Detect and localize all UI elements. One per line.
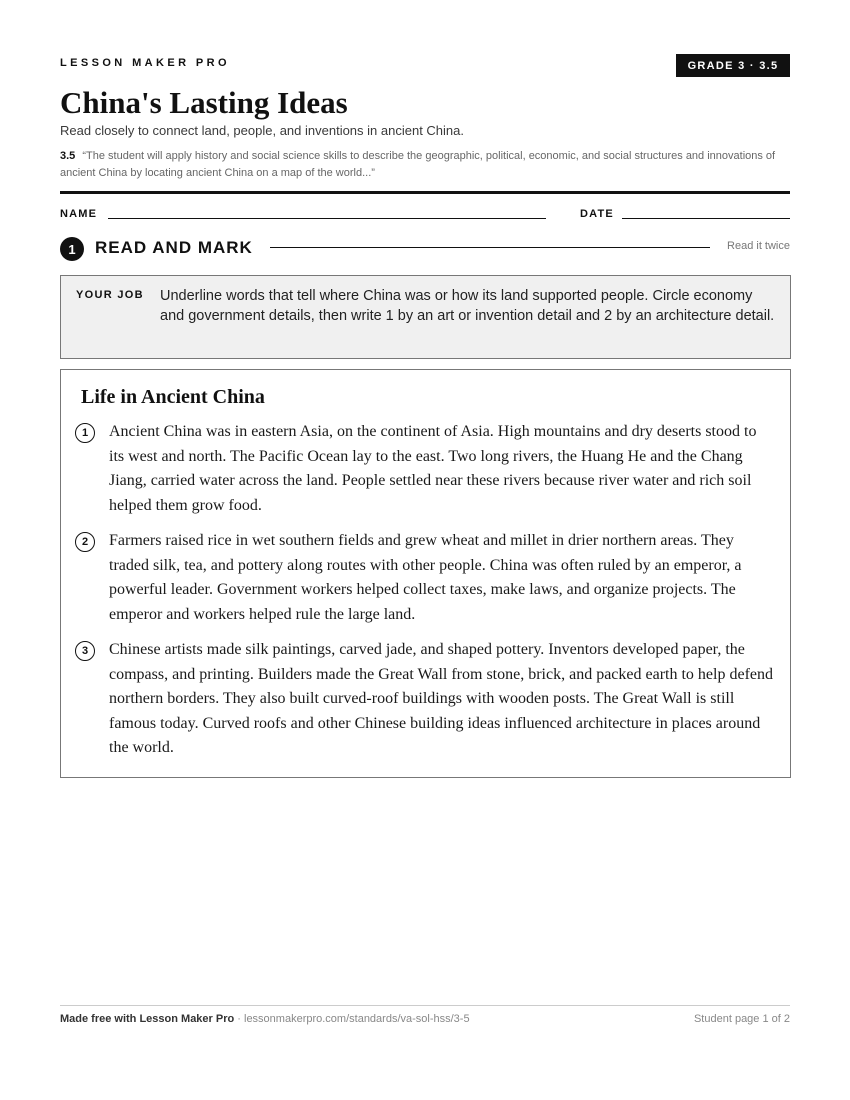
paragraph-text: Farmers raised rice in wet southern fields and grew wheat and millet in drier northern areas. They traded silk, tea, and pottery along routes with other people. China was often ruled by an emperor, a powerful leader. Government workers helped collect taxes, make laws, and organize projects. The emperor and workers helped rule the large land. — [109, 532, 742, 623]
section-note: Read it twice — [727, 240, 790, 252]
section-divider — [270, 247, 710, 248]
brand-name: LESSON MAKER PRO — [60, 57, 230, 69]
paragraph-number-badge: 2 — [75, 532, 95, 552]
page-title: China's Lasting Ideas — [60, 85, 348, 120]
job-text: Underline words that tell where China was or how its land supported people. Circle economy and government details, then write 1 by an art or invention detail and 2 by an architecture detail. — [160, 288, 775, 324]
reading-title: Life in Ancient China — [81, 386, 265, 408]
paragraph-2 — [75, 529, 775, 627]
section-title: READ AND MARK — [95, 238, 253, 257]
standard-text: “The student will apply history and social science skills to describe the geographic, political, economic, and social structures and innovations of ancient China by locating ancient China on a map of the world...” — [60, 150, 776, 179]
date-field[interactable] — [622, 218, 790, 219]
footer-made-with: Made free with Lesson Maker Pro — [60, 1013, 235, 1025]
name-label: NAME — [60, 208, 98, 220]
job-label: YOUR JOB — [76, 289, 144, 301]
paragraph-3 — [75, 638, 775, 761]
paragraph-text: Chinese artists made silk paintings, carved jade, and shaped pottery. Inventors developed paper, the compass, and printing. Builders made the Great Wall from stone, brick, and packed earth to help defend northern borders. They also built curved-roof buildings with wooden posts. The Great Wall is still famous today. Curved roofs and other Chinese building ideas influenced architecture in places around the world. — [109, 641, 773, 756]
footer-url[interactable]: · lessonmakerpro.com/standards/va-sol-hss/3-5 — [234, 1013, 470, 1025]
footer-page-number: Student page 1 of 2 — [693, 1013, 790, 1025]
standard-code: 3.5 — [60, 150, 76, 162]
header-divider — [60, 191, 790, 194]
name-field[interactable] — [108, 218, 546, 219]
section-number-badge: 1 — [60, 237, 84, 261]
footer-divider — [60, 1005, 790, 1006]
job-instructions-box — [60, 275, 791, 359]
reading-passage-box — [60, 369, 791, 778]
paragraph-number-badge: 1 — [75, 423, 95, 443]
page-subtitle: Read closely to connect land, people, and inventions in ancient China. — [60, 123, 464, 138]
grade-badge: GRADE 3 · 3.5 — [676, 54, 790, 77]
date-label: DATE — [580, 208, 614, 220]
footer-credit — [60, 1013, 470, 1025]
paragraph-text: Ancient China was in eastern Asia, on the continent of Asia. High mountains and dry deserts stood to its west and north. The Pacific Ocean lay to the east. Two long rivers, the Huang He and the Chang Jiang, carried water across the land. People settled near these rivers because river water and rich soil helped them grow food. — [109, 423, 757, 514]
standard-statement — [60, 148, 795, 181]
paragraph-1 — [75, 420, 775, 518]
paragraph-number-badge: 3 — [75, 641, 95, 661]
